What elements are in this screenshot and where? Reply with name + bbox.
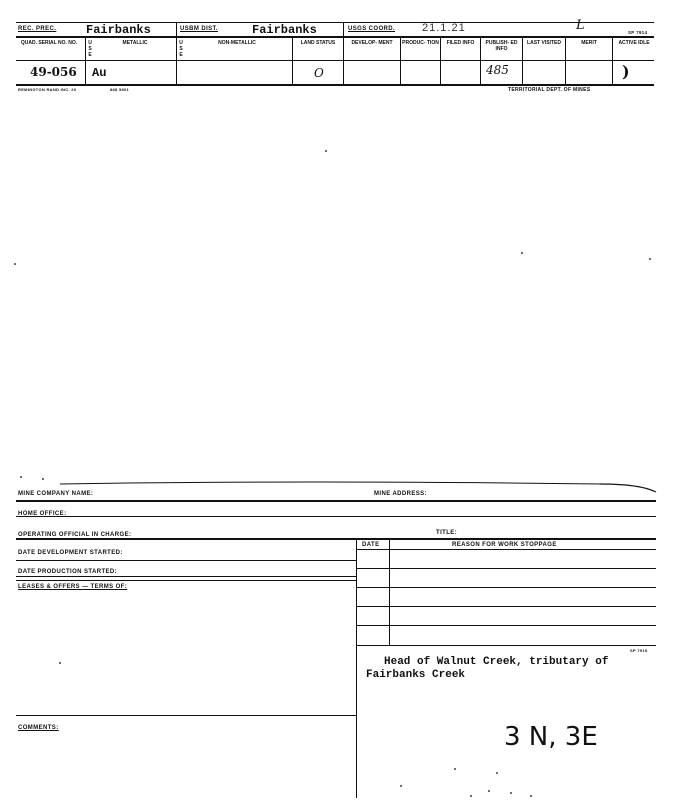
header-published-info: PUBLISH- ED INFO [485,40,518,52]
footer-left: REMINGTON RAND INC. 20 [18,87,77,92]
form-code-bottom: SP 7915 [630,648,648,653]
mine-company-name-label: MINE COMPANY NAME: [18,491,94,497]
divider [16,715,356,716]
header-quad-serial: QUAD. SERIAL NO. NO. [20,40,78,46]
header-metallic: METALLIC [122,40,148,46]
date-development-label: DATE DEVELOPMENT STARTED: [18,550,123,556]
usgs-coord-value: 21.1.21 [422,22,466,34]
home-office-label: HOME OFFICE: [18,511,67,517]
comments-label: COMMENTS: [18,725,59,731]
divider [16,538,656,540]
header-last-visited: LAST VISITED [527,40,561,46]
mine-address-label: MINE ADDRESS: [374,491,427,497]
header-non-metallic: NON-METALLIC [218,40,256,46]
location-line-2: Fairbanks Creek [366,669,466,681]
divider [16,560,356,561]
usbm-dist-value: Fairbanks [252,23,317,37]
divider [356,646,357,798]
header-filed-info: FILED INFO [446,40,475,46]
township-range: 3 N, 3E [504,722,598,752]
date-header: DATE [362,542,380,548]
reason-header: REASON FOR WORK STOPPAGE [452,542,557,548]
title-label: TITLE: [436,530,458,536]
active-idle-value: ) [622,62,630,81]
divider [16,516,656,517]
header-use-non-metallic: U S E [179,40,183,58]
footer-right: TERRITORIAL DEPT. OF MINES [508,87,591,93]
divider [356,568,656,569]
leases-offers-label: LEASES & OFFERS — TERMS OF: [18,584,128,590]
rec-prec-value: Fairbanks [86,23,151,37]
divider [356,625,656,626]
divider [16,580,356,581]
usgs-coord-label: USGS COORD. [348,26,396,32]
land-status-value: O [314,66,324,80]
location-line-1: Head of Walnut Creek, tributary of [384,656,609,668]
divider [16,500,656,502]
header-land-status: LAND STATUS [300,40,336,46]
header-development: DEVELOP- MENT [351,40,393,46]
operating-official-label: OPERATING OFFICIAL IN CHARGE: [18,532,132,538]
divider [356,587,656,588]
quad-serial-value: 49-056 [30,65,77,79]
divider [16,576,356,577]
divider [356,606,656,607]
rec-prec-label: REC. PREC. [18,26,57,32]
usbm-dist-label: USBM DIST. [180,26,219,32]
header-active-idle: ACTIVE IDLE [618,40,650,46]
header-merit: MERIT [581,40,597,46]
metallic-value: Au [92,66,107,80]
divider [356,538,357,646]
divider [356,645,656,646]
published-info-value: 485 [486,63,509,77]
date-production-label: DATE PRODUCTION STARTED: [18,569,118,575]
divider [356,549,656,550]
header-use-metallic: U S E [88,40,92,58]
footer-codes: 888 5801 [110,87,130,92]
header-production: PRODUC- TION [402,40,439,46]
corner-mark: L [576,18,585,33]
form-code-top: SP 7914 [628,30,648,35]
divider [389,538,390,646]
